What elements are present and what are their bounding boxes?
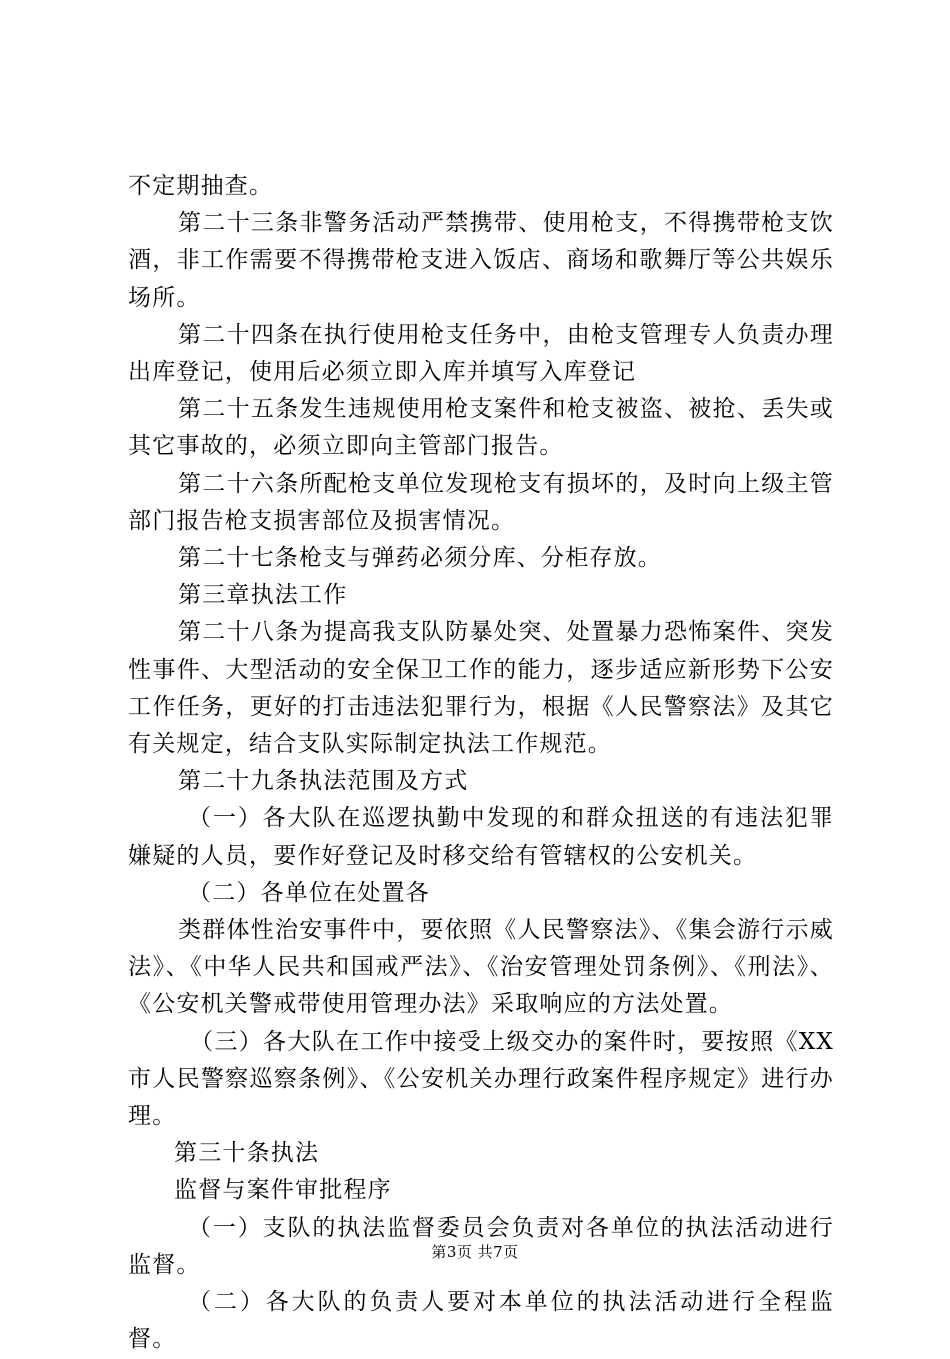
document-body	[128, 168, 834, 1359]
paragraph-article-25: 第二十五条发生违规使用枪支案件和枪支被盗、被抢、丢失或其它事故的，必须立即向主管部门报告。	[128, 396, 834, 460]
paragraph-article-30: 第三十条执法	[174, 1140, 320, 1167]
paragraph-article-28: 第二十八条为提高我支队防暴处突、处置暴力恐怖案件、突发性事件、大型活动的安全保卫工作的能力，逐步适应新形势下公安工作任务，更好的打击违法犯罪行为，根据《人民警察法》及其它有关规定，结合支队实际制定执法工作规范。	[128, 619, 834, 758]
page-number-footer: 第3页 共7页	[431, 1243, 519, 1261]
paragraph-article-30-cont: 监督与案件审批程序	[174, 1177, 392, 1204]
paragraph-article-29: 第二十九条执法范围及方式	[178, 768, 469, 795]
paragraph-item-2-start: （二）各单位在处置各	[188, 879, 430, 906]
paragraph-supervision-1: （一）支队的执法监督委员会负责对各单位的执法活动进行监督。	[128, 1214, 834, 1278]
paragraph-article-27: 第二十七条枪支与弹药必须分库、分柜存放。	[178, 545, 662, 572]
paragraph-item-3: （三）各大队在工作中接受上级交办的案件时，要按照《XX市人民警察巡察条例》、《公安机关办理行政案件程序规定》进行办理。	[128, 1028, 834, 1130]
chapter-heading: 第三章执法工作	[178, 582, 348, 609]
paragraph-continuation: 不定期抽查。	[128, 173, 274, 199]
paragraph-article-24: 第二十四条在执行使用枪支任务中，由枪支管理专人负责办理出库登记，使用后必须立即入库并填写入库登记	[128, 321, 834, 386]
paragraph-item-2-cont: 类群体性治安事件中，要依照《人民警察法》、《集会游行示威法》、《中华人民共和国戒严法》、《治安管理处罚条例》、《刑法》、《公安机关警戒带使用管理办法》采取响应的方法处置。	[128, 917, 834, 1018]
paragraph-article-26: 第二十六条所配枪支单位发现枪支有损坏的，及时向上级主管部门报告枪支损害部位及损害情况。	[128, 470, 834, 534]
paragraph-supervision-2: （二）各大队的负责人要对本单位的执法活动进行全程监督。	[128, 1289, 834, 1353]
paragraph-item-1: （一）各大队在巡逻执勤中发现的和群众扭送的有违法犯罪嫌疑的人员，要作好登记及时移交给有管辖权的公安机关。	[128, 805, 834, 869]
paragraph-article-23: 第二十三条非警务活动严禁携带、使用枪支，不得携带枪支饮酒，非工作需要不得携带枪支进入饭店、商场和歌舞厅等公共娱乐场所。	[128, 210, 834, 311]
